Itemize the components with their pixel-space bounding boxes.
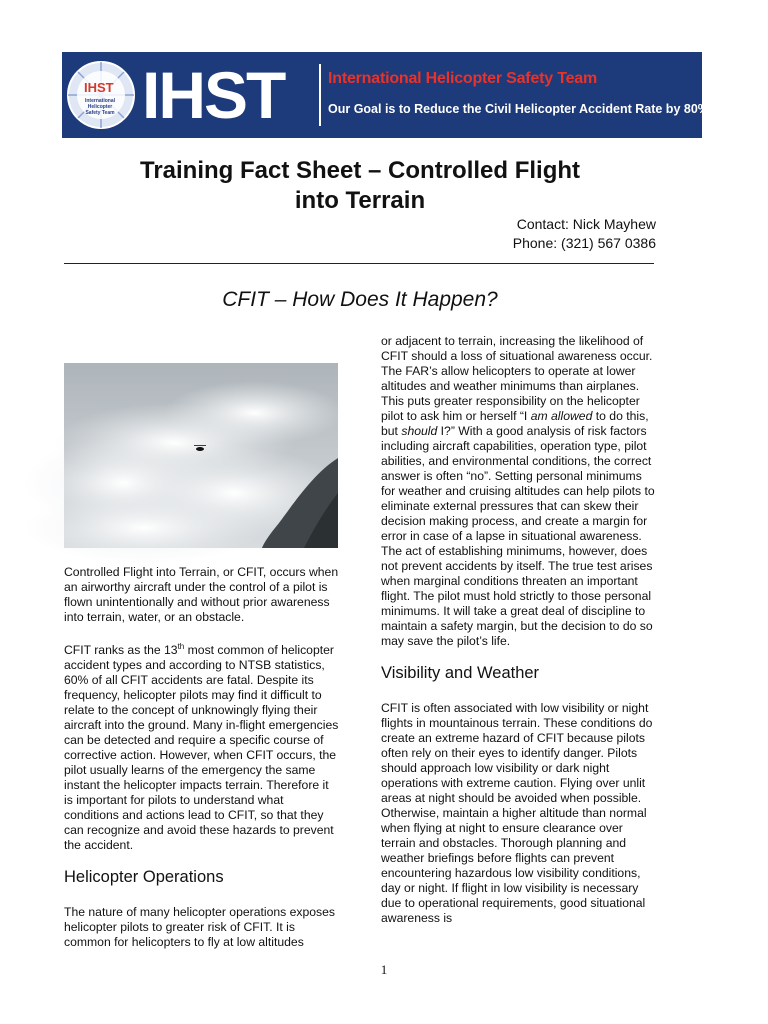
intro-paragraph: Controlled Flight into Terrain, or CFIT, occurs when an airworthy aircraft under the control of a pilot is flown unintentionally and without prior awareness into terrain, water, or an obstacle. xyxy=(64,565,339,624)
operations-paragraph: The nature of many helicopter operations exposes helicopter pilots to greater risk of CFIT. It is common for helicopters to fly at low altitudes xyxy=(64,905,335,950)
brand-wordmark: IHST xyxy=(142,58,285,132)
banner-divider xyxy=(319,64,321,126)
heading-visibility-weather: Visibility and Weather xyxy=(381,664,540,682)
contact-name: Contact: Nick Mayhew xyxy=(516,216,656,232)
ordinal-suffix: th xyxy=(177,642,185,651)
heading-helicopter-operations: Helicopter Operations xyxy=(64,868,224,887)
ihst-logo xyxy=(66,56,136,134)
ihst-banner xyxy=(62,52,762,138)
visibility-paragraph: CFIT is often associated with low visibility or night flights in mountainous terrain. These conditions do create an extreme hazard of CFIT because pilots often rely on their eyes to identify danger. Pilots should approach low visibility or dark night operations with extreme caution. Flying over unlit areas at night should be avoided when possible. Otherwise, maintain a higher altitude than normal when flying at night to ensure clearance over terrain and obstacles. Thorough planning and weather briefings before flights can prevent encountering hazardous low visibility conditions, day or night. If flight in low visibility is necessary due to operational requirements, good situational awareness is xyxy=(381,701,653,925)
statistics-paragraph xyxy=(64,639,340,853)
left-column xyxy=(64,565,340,964)
page-number: 1 xyxy=(380,962,388,977)
svg-text:IHST: IHST xyxy=(84,80,114,95)
title-line-2: into Terrain xyxy=(294,187,426,214)
contact-phone: Phone: (321) 567 0386 xyxy=(512,235,656,251)
header-rule xyxy=(64,263,654,264)
right-column xyxy=(381,334,657,940)
contact-block xyxy=(513,215,656,253)
minimums-text-a: or adjacent to terrain, increasing the likelihood of CFIT should a loss of situational awareness occur. The FAR’s allow helicopters to operate at lower altitudes and weather minimums than airplanes. This puts greater responsibility on the helicopter pilot to ask him or herself “I xyxy=(381,334,653,423)
minimums-em-should: should xyxy=(401,424,438,438)
helicopter-clouds-photo xyxy=(64,363,338,548)
minimums-text-b: to do this, but xyxy=(381,409,649,438)
stat-text-rest: most common of helicopter accident types and according to NTSB statistics, 60% of all CFIT accidents are fatal. Despite its frequency, helicopter pilots may find it difficult to relate to the concept of unknowingly flying their aircraft into the ground. Many in-flight emergencies can be detected and require a specific course of corrective action. However, when CFIT occurs, the pilot usually learns of the emergency the same instant the helicopter impacts terrain. Therefore it is important for pilots to understand what conditions and actions lead to CFIT, so that they can recognize and avoid these hazards to prevent the accident. xyxy=(64,643,339,853)
logo-subtext: International Helicopter Safety Team xyxy=(84,98,115,116)
page-title xyxy=(62,156,658,216)
goal-statement: Our Goal is to Reduce the Civil Helicopter Accident Rate by 80% by 2016. xyxy=(328,102,762,116)
team-name: International Helicopter Safety Team xyxy=(328,70,598,87)
minimums-text-c: I?” With a good analysis of risk factors including aircraft capabilities, operation type, pilot abilities, and environmental conditions, the correct answer is often “no”. Setting personal minimums for weather and cruising altitudes can help pilots to eliminate external pressures that can skew their decision making process, and create a margin for error in case of a lapse in situational awareness. The act of establishing minimums, however, does not prevent accidents by itself. The true test arises when marginal conditions threaten an important flight. The pilot must hold strictly to those personal minimums. It will take a great deal of discipline to maintain a safety margin, but the decision to do so may save the pilot’s life. xyxy=(381,424,655,648)
section-subtitle: CFIT – How Does It Happen? xyxy=(222,288,498,311)
stat-text-start: CFIT ranks as the 13 xyxy=(64,643,178,658)
minimums-paragraph xyxy=(381,334,657,649)
minimums-em-allowed: am allowed xyxy=(530,409,593,423)
title-line-1: Training Fact Sheet – Controlled Flight xyxy=(139,157,581,184)
